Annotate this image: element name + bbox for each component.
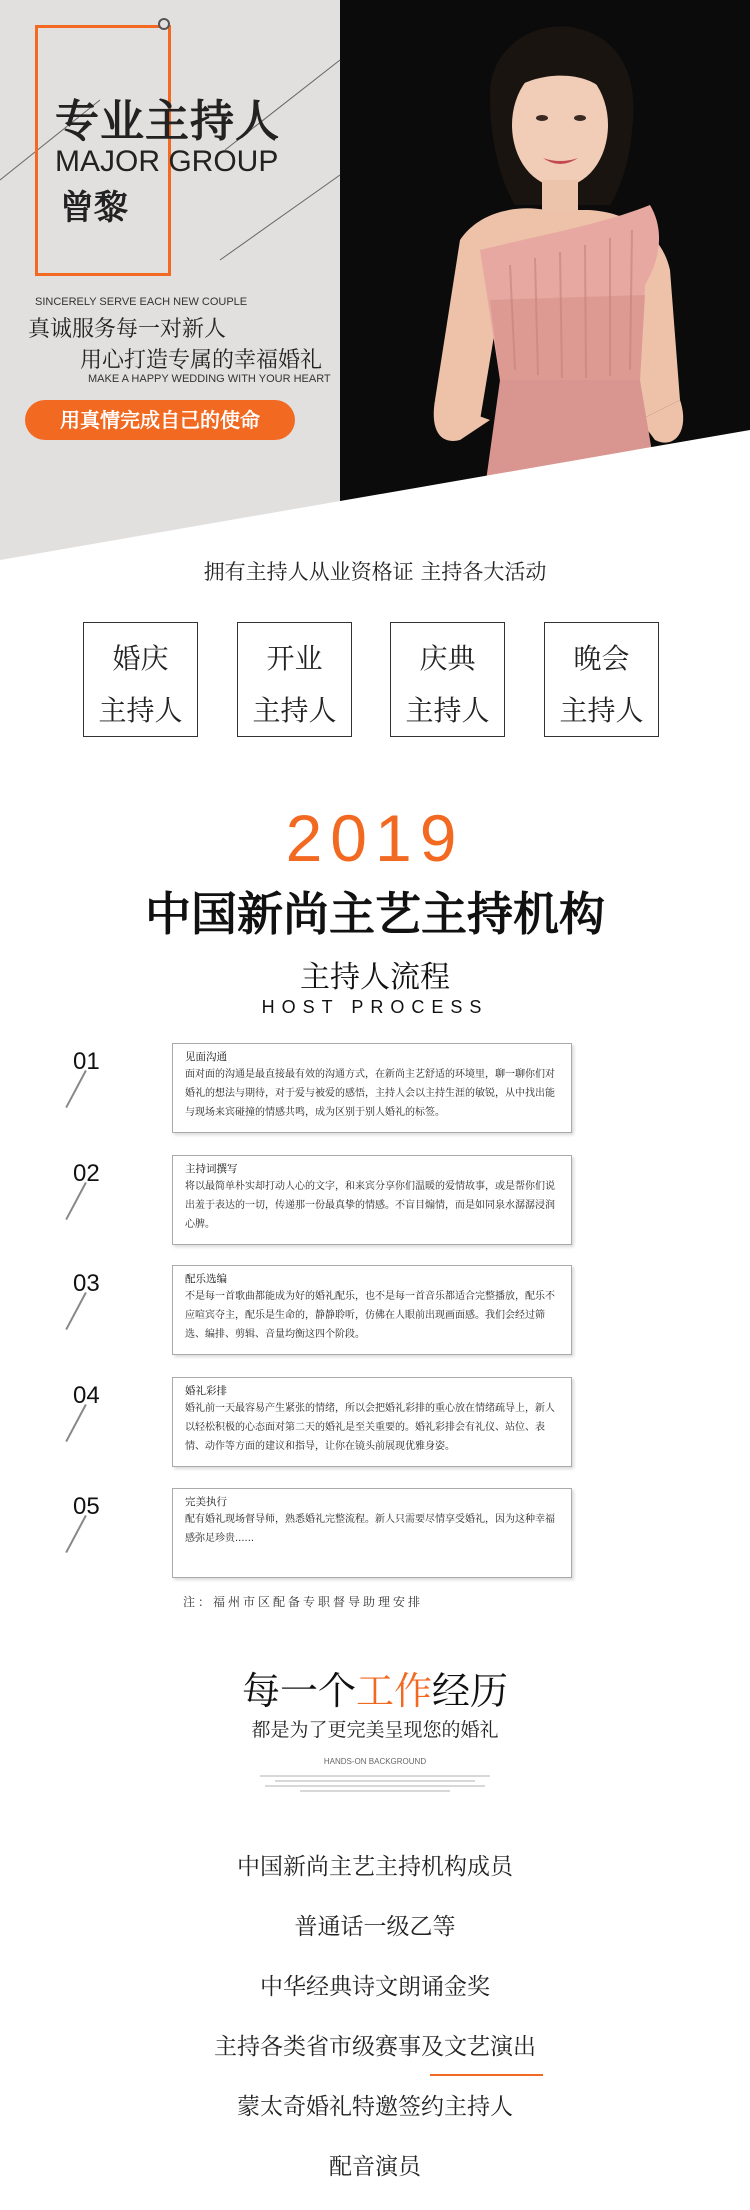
title-highlight: 工作: [355, 1669, 432, 1713]
step-title: 配乐选编: [185, 1273, 227, 1285]
role-label: 主持人: [405, 694, 490, 727]
step-number: 02: [73, 1160, 100, 1187]
hero-tagline-en-2: MAKE A HAPPY WEDDING WITH YOUR HEART: [88, 373, 331, 385]
step-text: 不是每一首歌曲都能成为好的婚礼配乐，也不是每一首音乐都适合完整播放，配乐不应喧宾夺主，配乐是生命的，静静聆听，仿佛在人眼前出现画面感。我们会经过筛选、编排、剪辑、音量均衡这四个阶段。: [185, 1291, 555, 1340]
step-title: 主持词撰写: [185, 1163, 238, 1175]
step-text: 婚礼前一天最容易产生紧张的情绪，所以会把婚礼彩排的重心放在情绪疏导上，新人以轻松积极的心态面对第二天的婚礼是至关重要的。婚礼彩排会有礼仪、站位、表情、动作等方面的建议和指导，让你在镜头前展现优雅身姿。: [185, 1403, 555, 1452]
role-type: 晚会: [573, 642, 630, 675]
step-number: 01: [73, 1048, 100, 1075]
role-card-gala: [544, 622, 659, 737]
step-title: 见面沟通: [185, 1051, 227, 1063]
mission-badge: 用真情完成自己的使命: [25, 400, 295, 440]
role-label: 主持人: [559, 694, 644, 727]
title-part: 每一个: [241, 1669, 356, 1713]
step-number: 05: [73, 1493, 100, 1520]
experience-item: 中国新尚主艺主持机构成员: [237, 1854, 513, 1880]
experience-item: 主持各类省市级赛事及文艺演出: [214, 2034, 536, 2060]
step-text: 面对面的沟通是最直接最有效的沟通方式，在新尚主艺舒适的环境里，聊一聊你们对婚礼的想法与期待，对于爱与被爱的感悟，主持人会以主持生涯的敏锐，从中找出能与现场来宾碰撞的情感共鸣，成为区别于别人婚礼的标签。: [185, 1069, 555, 1118]
host-name: 曾黎: [60, 188, 128, 228]
process-title-en: HOST PROCESS: [261, 997, 489, 1017]
year-heading: 2019: [285, 801, 465, 875]
process-title: 主持人流程: [300, 960, 450, 995]
hero-subtitle-en: MAJOR GROUP: [55, 145, 279, 178]
step-card: [172, 1488, 572, 1578]
step-title: 完美执行: [185, 1496, 227, 1508]
step-number: 04: [73, 1382, 100, 1409]
step-card: [172, 1265, 572, 1355]
role-type: 婚庆: [112, 642, 169, 675]
frame-dot-icon: [158, 18, 170, 30]
decorative-text-lines: [260, 1772, 490, 1795]
role-label: 主持人: [252, 694, 337, 727]
step-text: 配有婚礼现场督导师，熟悉婚礼完整流程。新人只需要尽情享受婚礼，因为这种幸福感弥足珍贵......: [185, 1514, 555, 1544]
step-card: [172, 1043, 572, 1133]
experience-title: [0, 1660, 750, 1715]
hero-banner: [0, 0, 750, 560]
certification-line: 拥有主持人从业资格证 主持各大活动: [203, 560, 547, 584]
step-title: 婚礼彩排: [185, 1385, 227, 1397]
role-card-wedding: [83, 622, 198, 737]
experience-label-en: HANDS-ON BACKGROUND: [323, 1757, 427, 1766]
role-card-celebration: [390, 622, 505, 737]
agency-name: 中国新尚主艺主持机构: [145, 887, 605, 941]
experience-item: 普通话一级乙等: [294, 1914, 456, 1940]
hero-title: 专业主持人: [55, 96, 280, 147]
experience-item: 配音演员: [329, 2154, 421, 2180]
hero-tagline-2: 用心打造专属的幸福婚礼: [80, 348, 323, 373]
footnote: 注：福州市区配备专职督导助理安排: [183, 1595, 424, 1609]
step-number: 03: [73, 1270, 100, 1297]
step-text: 将以最简单朴实却打动人心的文字，和来宾分享你们温暖的爱情故事，或是帮你们说出羞于表达的一切，传递那一份最真挚的情感。不盲目煽情，而是如同泉水潺潺浸润心脾。: [185, 1181, 555, 1230]
experience-item: 蒙太奇婚礼特邀签约主持人: [237, 2094, 513, 2120]
step-card: [172, 1155, 572, 1245]
role-card-opening: [237, 622, 352, 737]
experience-item: 中华经典诗文朗诵金奖: [260, 1974, 490, 2000]
highlight-underline: [430, 2074, 543, 2076]
step-card: [172, 1377, 572, 1467]
hero-tagline-en-1: SINCERELY SERVE EACH NEW COUPLE: [35, 296, 248, 308]
role-type: 开业: [266, 642, 323, 675]
title-part: 经历: [432, 1669, 509, 1713]
role-type: 庆典: [419, 642, 476, 675]
role-label: 主持人: [98, 694, 183, 727]
experience-subtitle: 都是为了更完美呈现您的婚礼: [251, 1719, 499, 1741]
hero-tagline-1: 真诚服务每一对新人: [28, 317, 227, 342]
